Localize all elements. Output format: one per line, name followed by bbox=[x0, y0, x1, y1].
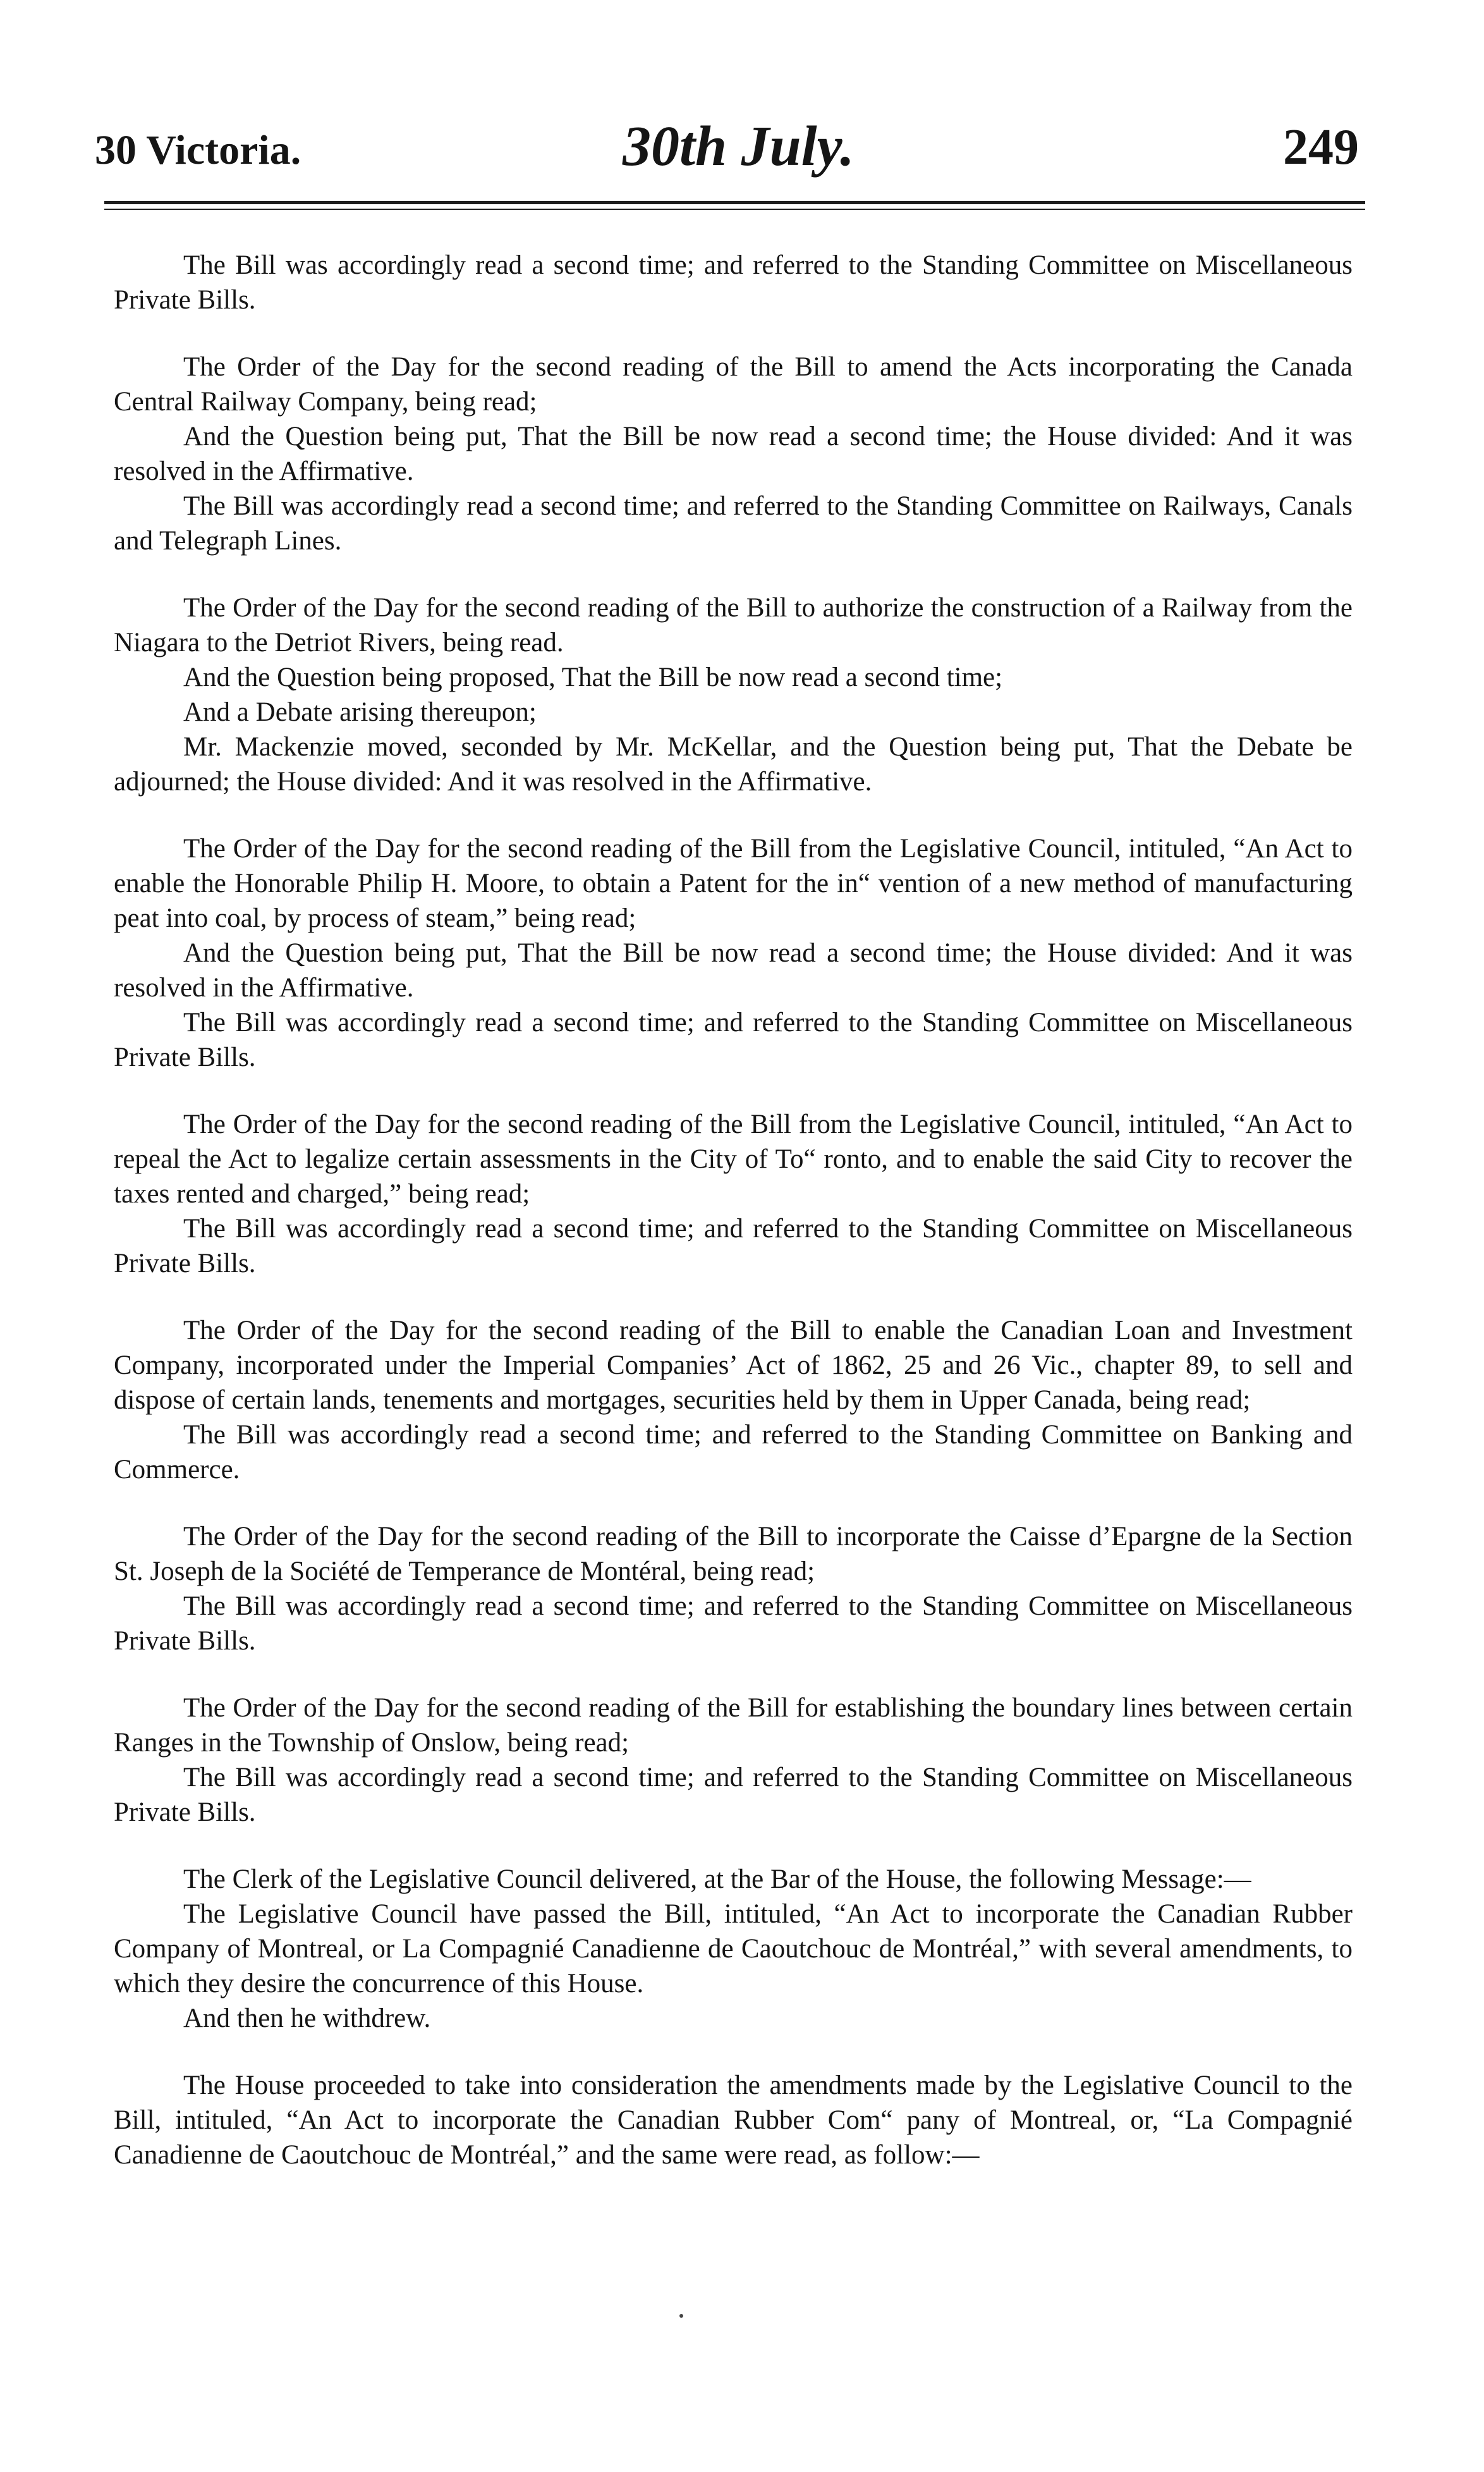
paragraph: The Bill was accordingly read a second time; and referred to the Standing Committee on Miscellaneous Private Bills. bbox=[114, 1214, 1353, 1278]
session-label: 30 Victoria. bbox=[95, 127, 301, 173]
page-header bbox=[95, 114, 1359, 183]
paragraph: The Order of the Day for the second reading of the Bill from the Legislative Council, intituled, “An Act to enable the Honorable Philip H. Moore, to obtain a Patent for the in“ vention of a new method of manufacturing peat into coal, by process of steam,” being read; bbox=[114, 834, 1353, 933]
paragraph: The Order of the Day for the second reading of the Bill to enable the Canadian Loan and Investment Company, incorporated under the Imperial Companies’ Act of 1862, 25 and 26 Vic., chapter 89, to sell and dispose of certain lands, tenements and mortgages, securities held by them in Upper Canada, being read; bbox=[114, 1316, 1353, 1415]
paragraph: The Order of the Day for the second reading of the Bill to incorporate the Caisse d’Epargne de la Section St. Joseph de la Société de Temperance de Montéral, being read; bbox=[114, 1522, 1353, 1586]
paragraph: And the Question being put, That the Bill be now read a second time; the House divided: And it was resolved in the Affirmative. bbox=[114, 422, 1353, 486]
header-rule-thick bbox=[104, 201, 1365, 204]
paragraph: The Clerk of the Legislative Council delivered, at the Bar of the House, the following Message:— bbox=[183, 1864, 1251, 1894]
header-rule-thin bbox=[104, 209, 1365, 210]
paragraph: Mr. Mackenzie moved, seconded by Mr. McKellar, and the Question being put, That the Debate be adjourned; the House divided: And it was resolved in the Affirmative. bbox=[114, 732, 1353, 797]
page-number: 249 bbox=[1283, 119, 1359, 175]
paragraph: The Legislative Council have passed the Bill, intituled, “An Act to incorporate the Canadian Rubber Company of Montreal, or La Compagnié Canadienne de Caoutchouc de Montréal,” with several amendments, to which they desire the concurrence of this House. bbox=[114, 1899, 1353, 1998]
paragraph: And the Question being put, That the Bill be now read a second time; the House divided: And it was resolved in the Affirmative. bbox=[114, 938, 1353, 1003]
paragraph: And a Debate arising thereupon; bbox=[183, 697, 537, 727]
paragraph: The Order of the Day for the second reading of the Bill from the Legislative Council, intituled, “An Act to repeal the Act to legalize certain assessments in the City of To“ ronto, and to enable the said City to recover the taxes rented and charged,” being read; bbox=[114, 1110, 1353, 1209]
paragraph: The Bill was accordingly read a second time; and referred to the Standing Committee on Banking and Commerce. bbox=[114, 1420, 1353, 1484]
paragraph: And then he withdrew. bbox=[183, 2004, 431, 2033]
paragraph: The Bill was accordingly read a second time; and referred to the Standing Committee on Miscellaneous Private Bills. bbox=[114, 1008, 1353, 1072]
journal-body bbox=[114, 248, 1353, 2172]
paragraph: The Bill was accordingly read a second time; and referred to the Standing Committee on Railways, Canals and Telegraph Lines. bbox=[114, 491, 1353, 556]
stray-mark bbox=[679, 2314, 683, 2318]
paragraph: And the Question being proposed, That the Bill be now read a second time; bbox=[183, 663, 1003, 692]
paragraph: The Order of the Day for the second reading of the Bill for establishing the boundary lines between certain Ranges in the Township of Onslow, being read; bbox=[114, 1693, 1353, 1758]
paragraph: The Bill was accordingly read a second time; and referred to the Standing Committee on Miscellaneous Private Bills. bbox=[114, 250, 1353, 315]
paragraph: The Order of the Day for the second reading of the Bill to authorize the construction of a Railway from the Niagara to the Detriot Rivers, being read. bbox=[114, 593, 1353, 658]
paragraph: The House proceeded to take into consideration the amendments made by the Legislative Council to the Bill, intituled, “An Act to incorporate the Canadian Rubber Com“ pany of Montreal, or, “La Compagnié Canadienne de Caoutchouc de Montréal,” and the same were read, as follow:— bbox=[114, 2071, 1353, 2170]
paragraph: The Bill was accordingly read a second time; and referred to the Standing Committee on Miscellaneous Private Bills. bbox=[114, 1591, 1353, 1656]
date-heading: 30th July. bbox=[623, 115, 855, 178]
paragraph: The Bill was accordingly read a second time; and referred to the Standing Committee on Miscellaneous Private Bills. bbox=[114, 1763, 1353, 1827]
paragraph: The Order of the Day for the second reading of the Bill to amend the Acts incorporating the Canada Central Railway Company, being read; bbox=[114, 352, 1353, 417]
